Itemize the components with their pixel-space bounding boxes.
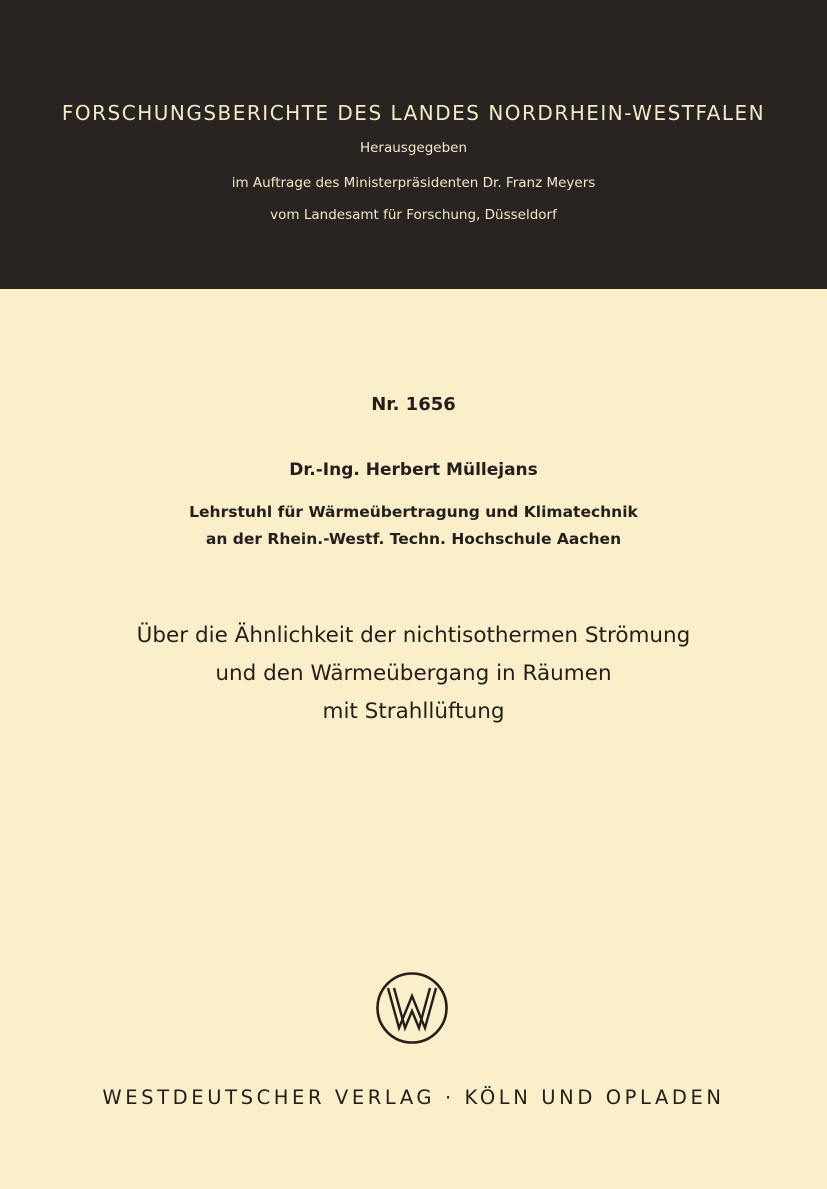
editor-line-3: vom Landesamt für Forschung, Düsseldorf	[270, 207, 557, 223]
book-title-line-2: und den Wärmeübergang in Räumen	[215, 661, 612, 686]
cover-header-band	[0, 0, 827, 289]
book-title-line-1: Über die Ähnlichkeit der nichtisothermen Strömung	[136, 623, 691, 648]
editor-line-1: Herausgegeben	[359, 140, 468, 156]
publisher-logo-icon	[375, 971, 449, 1045]
report-number: Nr. 1656	[371, 394, 456, 415]
author-name: Dr.-Ing. Herbert Müllejans	[289, 460, 538, 480]
series-title: FORSCHUNGSBERICHTE DES LANDES NORDRHEIN-WESTFALEN	[61, 101, 766, 125]
institution-line-2: an der Rhein.-Westf. Techn. Hochschule Aachen	[205, 530, 622, 548]
editor-line-2: im Auftrage des Ministerpräsidenten Dr. Franz Meyers	[231, 175, 596, 191]
book-title-line-3: mit Strahllüftung	[322, 699, 505, 724]
institution-line-1: Lehrstuhl für Wärmeübertragung und Klimatechnik	[189, 503, 638, 521]
publisher-line: WESTDEUTSCHER VERLAG · KÖLN UND OPLADEN	[102, 1086, 725, 1109]
